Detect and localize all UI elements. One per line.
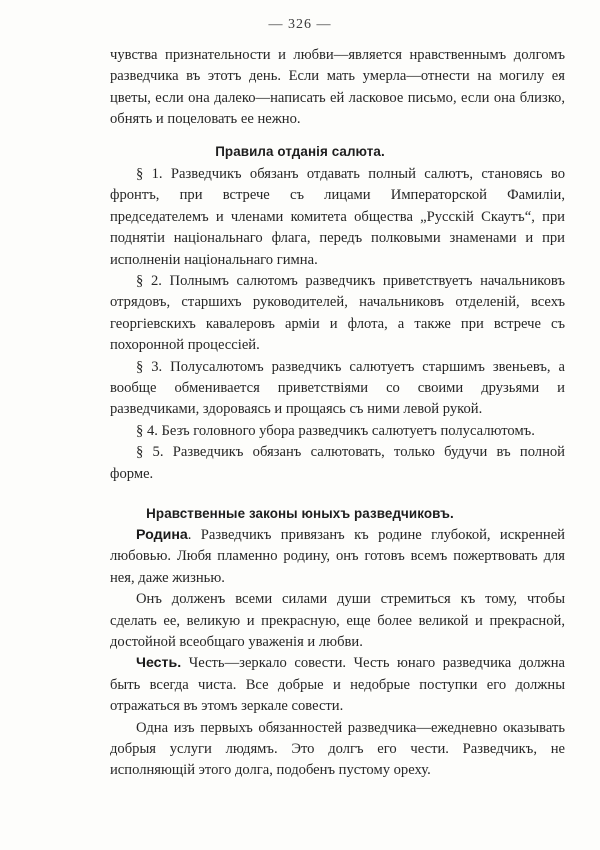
chest-lead: Честь. [136,655,182,672]
chest-text: Честь—зеркало совести. Честь юнаго разведчика должна быть всегда чиста. Все добрые и недобрые поступки его должны отражаться въ этомъ зеркале совести. [110,655,565,715]
rodina-paragraph-2: Онъ долженъ всеми силами души стремиться къ тому, чтобы сделать ее, великую и прекрасную, еще более великой и прекрасной, достойной всеобщаго уваженія и любви. [110,591,565,651]
rodina-lead: Родина [136,527,188,543]
rodina-paragraph [110,525,565,589]
intro-paragraph-block [110,45,565,131]
rule-3: § 3. Полусалютомъ разведчикъ салютуетъ старшимъ звеньевъ, а вообще обменивается приветствіями со своими друзьями и разведчиками, здороваясь и прощаясь съ ними левой рукой. [110,358,565,418]
page-number: — 326 — [268,17,332,32]
rodina-text: . Разведчикъ привязанъ къ родине глубокой, искренней любовью. Любя пламенно родину, онъ готовъ всемъ пожертвовать для нея, даже жизнью. [110,527,565,586]
rule-4: § 4. Безъ головного убора разведчикъ салютуетъ полусалютомъ. [136,422,535,439]
chest-paragraph [110,653,565,717]
rule-5: § 5. Разведчикъ обязанъ салютовать, только будучи въ полной форме. [110,444,565,482]
rule-1: § 1. Разведчикъ обязанъ отдавать полный салютъ, становясь во фронтъ, при встрече съ лицами Императорской Фамиліи, председателемъ и членами комитета общества „Русскій Скаутъ“, при поднятіи національнаго флага, передъ полковыми знаменами и при исполненіи національнаго гимна. [110,166,565,268]
intro-paragraph: чувства признательности и любви—является нравственнымъ долгомъ разведчика въ этотъ день. Если мать умерла—отнести на могилу ея цветы, если она далеко—написать ей ласковое письмо, если она близко, обнять и поцеловать ее нежно. [110,47,565,128]
moral-laws-block [110,525,565,782]
moral-laws-heading: Нравственные законы юныхъ разведчиковъ. [146,506,454,521]
salute-rules-block [110,164,565,485]
duty-paragraph: Одна изъ первыхъ обязанностей разведчика—ежедневно оказывать добрыя услуги людямъ. Это долгъ его чести. Разведчикъ, не исполняющій этого долга, подобенъ пустому ореху. [110,719,565,779]
rule-2: § 2. Полнымъ салютомъ разведчикъ приветствуетъ начальниковъ отрядовъ, старшихъ руководителей, начальниковъ отделеній, всехъ георгіевскихъ кавалеровъ арміи и флота, а также при встрече съ похоронной процессіей. [110,273,565,354]
salute-rules-heading: Правила отданія салюта. [215,144,385,159]
